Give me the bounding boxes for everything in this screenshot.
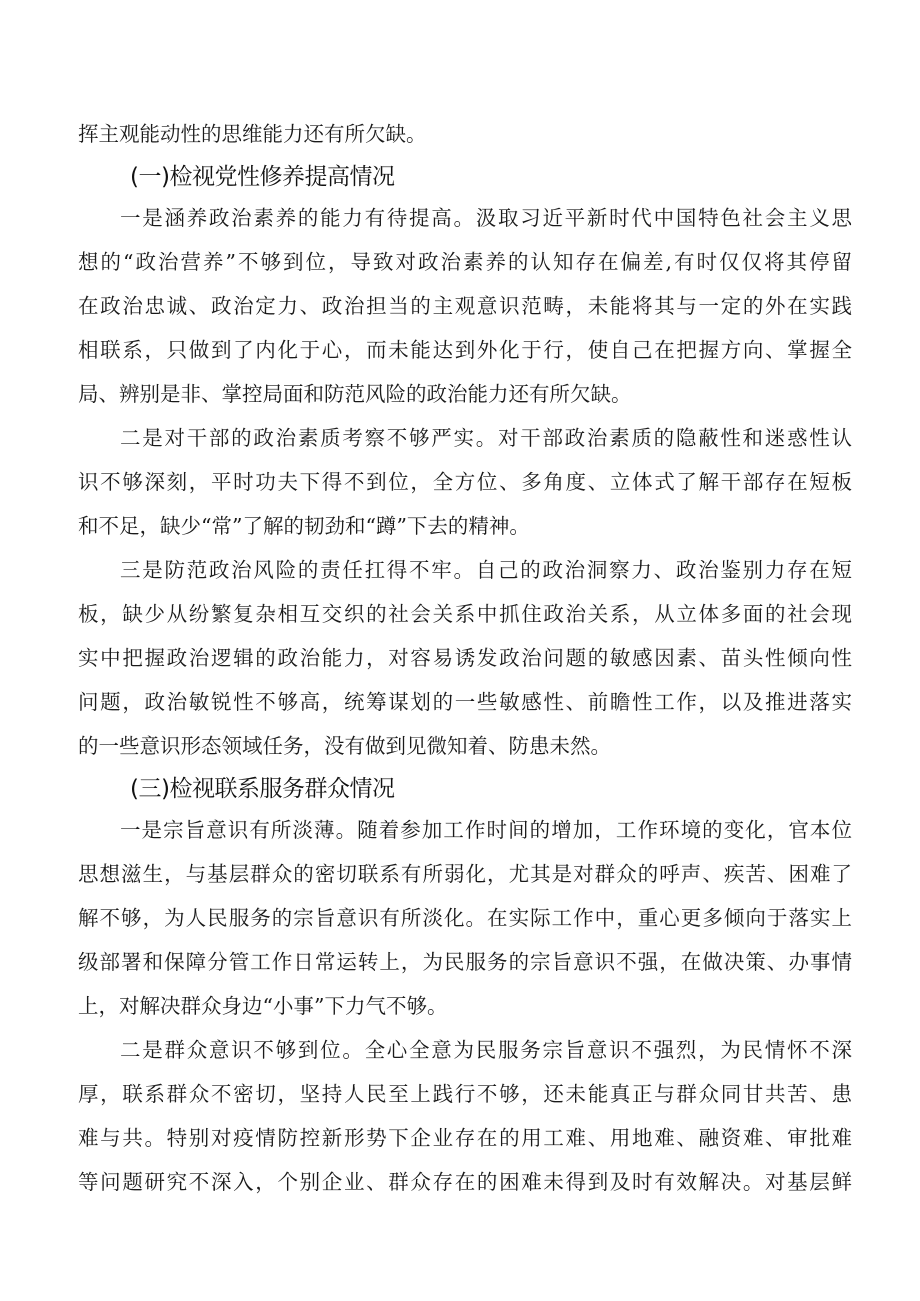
paragraph-line: 实中把握政治逻辑的政治能力，对容易诱发政治问题的敏感因素、苗头性倾向性: [78, 646, 852, 670]
paragraph-line: 想的“政治营养”不够到位，导致对政治素养的认知存在偏差,有时仅仅将其停留: [78, 250, 852, 274]
paragraph-line: 思想滋生，与基层群众的密切联系有所弱化，尤其是对群众的呼声、疾苦、困难了: [78, 862, 852, 886]
paragraph-line: 等问题研究不深入，个别企业、群众存在的困难未得到及时有效解决。对基层鲜: [78, 1170, 852, 1194]
paragraph-line: 厚，联系群众不密切，坚持人民至上践行不够，还未能真正与群众同甘共苦、患: [78, 1082, 852, 1106]
paragraph-line: 二是群众意识不够到位。全心全意为民服务宗旨意识不强烈，为民情怀不深: [120, 1038, 852, 1062]
paragraph-line: 上，对解决群众身边“小事”下力气不够。: [78, 994, 448, 1018]
paragraph-line: 和不足，缺少“常”了解的韧劲和“蹲”下去的精神。: [78, 514, 530, 538]
paragraph-line: 局、辨别是非、掌控局面和防范风险的政治能力还有所欠缺。: [78, 382, 632, 406]
paragraph-line: 在政治忠诚、政治定力、政治担当的主观意识范畴，未能将其与一定的外在实践: [78, 294, 852, 318]
paragraph-line: 级部署和保障分管工作日常运转上，为民服务的宗旨意识不强，在做决策、办事情: [78, 950, 852, 974]
paragraph-line: 的一些意识形态领域任务，没有做到见微知着、防患未然。: [78, 734, 611, 758]
paragraph-line: 一是涵养政治素养的能力有待提高。汲取习近平新时代中国特色社会主义思: [120, 206, 852, 230]
paragraph-line: 板，缺少从纷繁复杂相互交织的社会关系中抓住政治关系，从立体多面的社会现: [78, 602, 852, 626]
section-heading: (三)检视联系服务群众情况: [130, 776, 395, 802]
paragraph-line: 一是宗旨意识有所淡薄。随着参加工作时间的增加，工作环境的变化，官本位: [120, 818, 852, 842]
section-heading: (一)检视党性修养提高情况: [130, 164, 395, 190]
paragraph-line: 二是对干部的政治素质考察不够严实。对干部政治素质的隐蔽性和迷惑性认: [120, 426, 852, 450]
paragraph-line: 问题，政治敏锐性不够高，统筹谋划的一些敏感性、前瞻性工作，以及推进落实: [78, 690, 852, 714]
paragraph-line: 相联系，只做到了内化于心，而未能达到外化于行，使自己在把握方向、掌握全: [78, 338, 852, 362]
paragraph-line: 挥主观能动性的思维能力还有所欠缺。: [78, 122, 427, 146]
paragraph-line: 难与共。特别对疫情防控新形势下企业存在的用工难、用地难、融资难、审批难: [78, 1126, 852, 1150]
paragraph-line: 三是防范政治风险的责任扛得不牢。自己的政治洞察力、政治鉴别力存在短: [120, 558, 852, 582]
paragraph-line: 解不够，为人民服务的宗旨意识有所淡化。在实际工作中，重心更多倾向于落实上: [78, 906, 852, 930]
paragraph-line: 识不够深刻，平时功夫下得不到位，全方位、多角度、立体式了解干部存在短板: [78, 470, 852, 494]
